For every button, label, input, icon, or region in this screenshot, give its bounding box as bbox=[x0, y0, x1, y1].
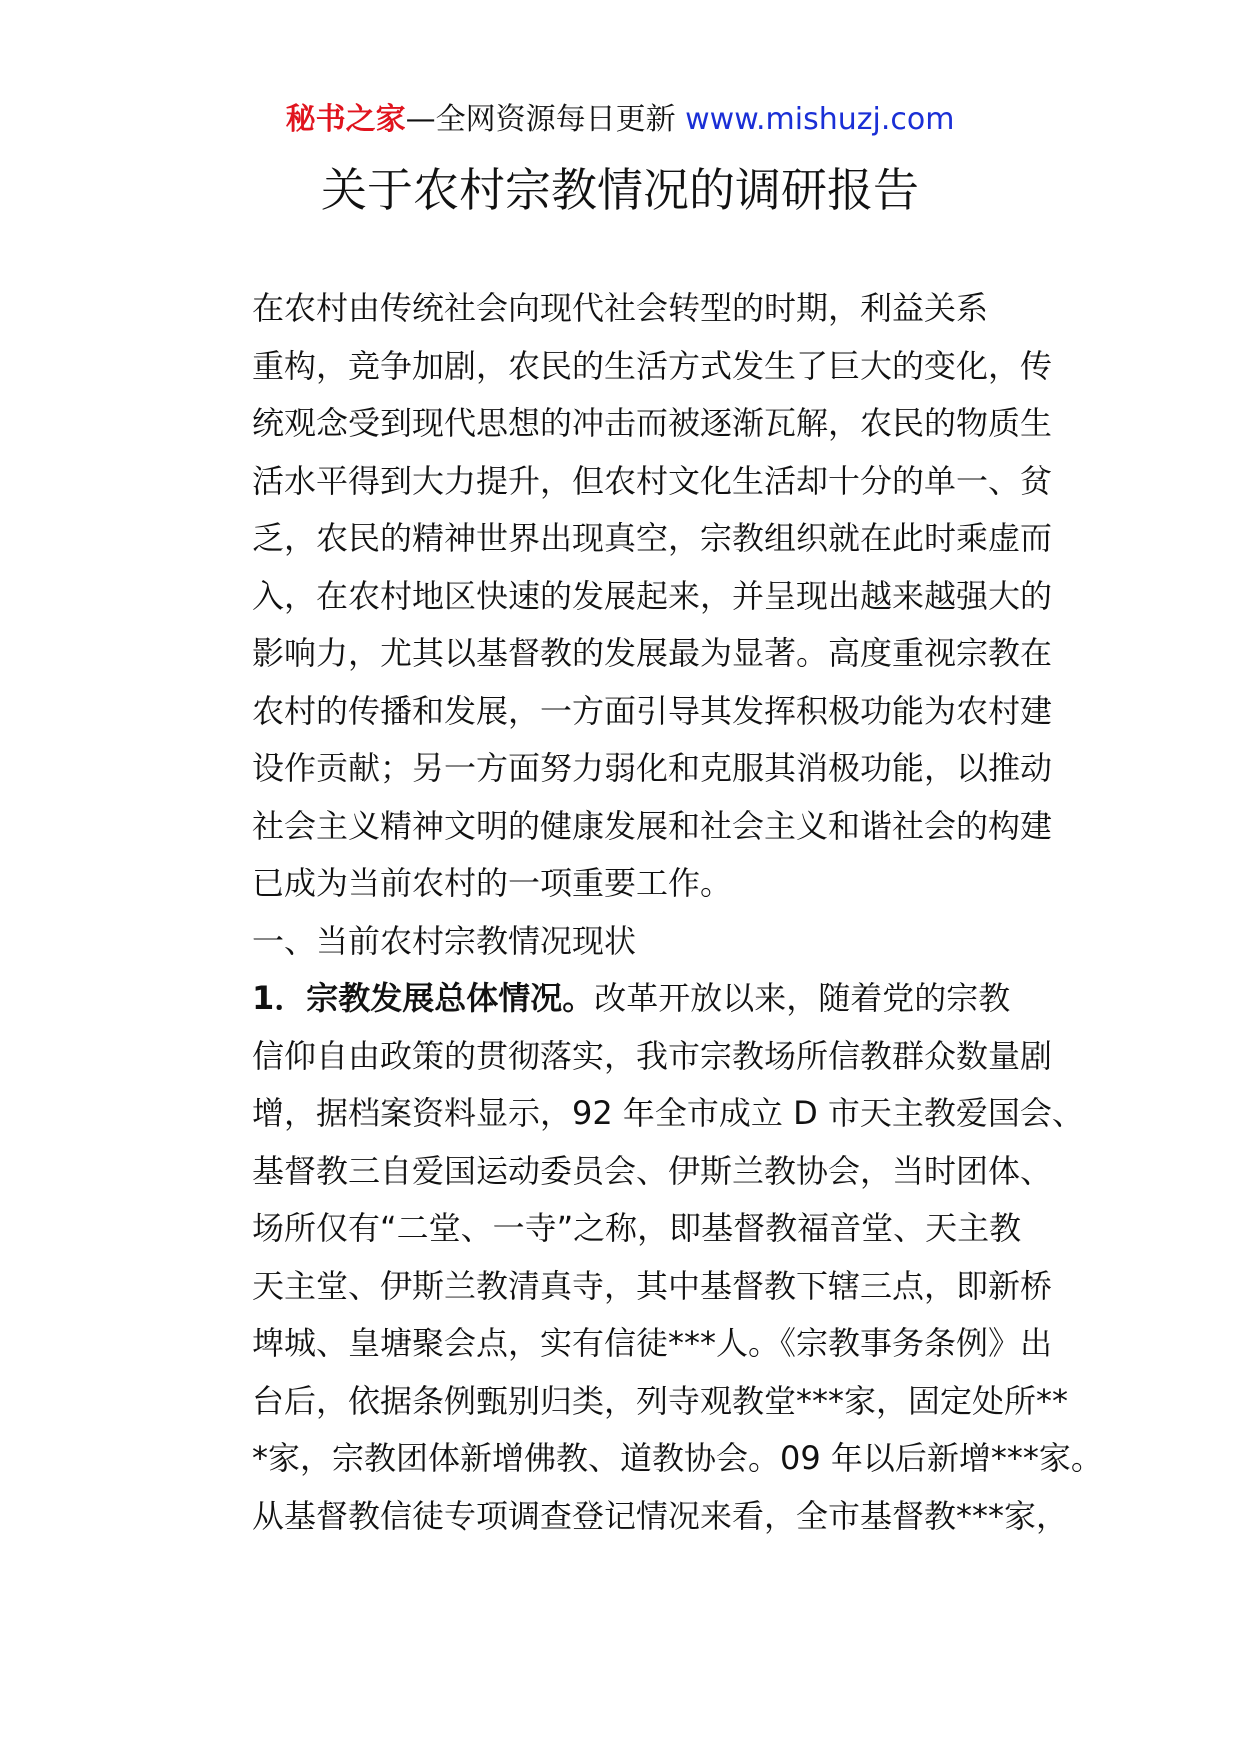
document-body bbox=[188, 280, 1103, 1545]
site-tagline: —全网资源每日更新 bbox=[405, 102, 676, 137]
site-header bbox=[0, 100, 1240, 140]
text-line: 活水平得到大力提升，但农村文化生活却十分的单一、贫 bbox=[252, 461, 1053, 500]
text-line: 信仰自由政策的贯彻落实，我市宗教场所信教群众数量剧 bbox=[252, 1036, 1053, 1075]
text-line: 设作贡献；另一方面努力弱化和克服其消极功能，以推动 bbox=[252, 749, 1053, 787]
site-brand: 秘书之家 bbox=[285, 102, 406, 137]
text-line: 在农村由传统社会向现代社会转型的时期，利益关系 bbox=[252, 289, 989, 327]
text-line: 天主堂、伊斯兰教清真寺，其中基督教下辖三点，即新桥 bbox=[252, 1266, 1053, 1305]
text-line: 基督教三自爱国运动委员会、伊斯兰教协会，当时团体、 bbox=[252, 1151, 1053, 1190]
text-line: 已成为当前农村的一项重要工作。 bbox=[252, 864, 733, 902]
subsection-paragraph bbox=[188, 970, 1103, 1545]
document-title: 关于农村宗教情况的调研报告 bbox=[321, 163, 919, 217]
text-line: 统观念受到现代思想的冲击而被逐渐瓦解，农民的物质生 bbox=[252, 404, 1053, 442]
text-line: 场所仅有“二堂、一寺”之称，即基督教福音堂、天主教 bbox=[252, 1209, 1022, 1247]
text-line: 社会主义精神文明的健康发展和社会主义和谐社会的构建 bbox=[252, 806, 1053, 845]
text-line: 农村的传播和发展，一方面引导其发挥积极功能为农村建 bbox=[252, 691, 1053, 730]
section-heading bbox=[188, 913, 1058, 971]
text-line: 入，在农村地区快速的发展起来，并呈现出越来越强大的 bbox=[252, 576, 1053, 615]
text-line: 增，据档案资料显示，92 年全市成立 D 市天主教爱国会、 bbox=[252, 1094, 1084, 1132]
text-line: 从基督教信徒专项调查登记情况来看，全市基督教***家， bbox=[252, 1496, 1069, 1535]
text-line bbox=[188, 970, 1058, 1028]
text-line: *家，宗教团体新增佛教、道教协会。09 年以后新增***家。 bbox=[252, 1439, 1103, 1477]
subsection-first-line-rest: 改革开放以来，随着党的宗教 bbox=[594, 979, 1011, 1017]
site-url-link[interactable]: www.mishuzj.com bbox=[685, 102, 955, 137]
text-line: 台后，依据条例甄别归类，列寺观教堂***家，固定处所** bbox=[252, 1381, 1069, 1420]
intro-paragraph bbox=[188, 280, 1058, 913]
text-line: 重构，竞争加剧，农民的生活方式发生了巨大的变化，传 bbox=[252, 346, 1053, 385]
section-heading-text: 一、当前农村宗教情况现状 bbox=[252, 921, 637, 960]
text-line: 乏，农民的精神世界出现真空，宗教组织就在此时乘虚而 bbox=[252, 519, 1053, 557]
subsection-lead: 1．宗教发展总体情况。 bbox=[252, 979, 595, 1017]
text-line: 埤城、皇塘聚会点，实有信徒***人。《宗教事务条例》出 bbox=[252, 1324, 1053, 1362]
text-line: 影响力，尤其以基督教的发展最为显著。高度重视宗教在 bbox=[252, 634, 1053, 672]
